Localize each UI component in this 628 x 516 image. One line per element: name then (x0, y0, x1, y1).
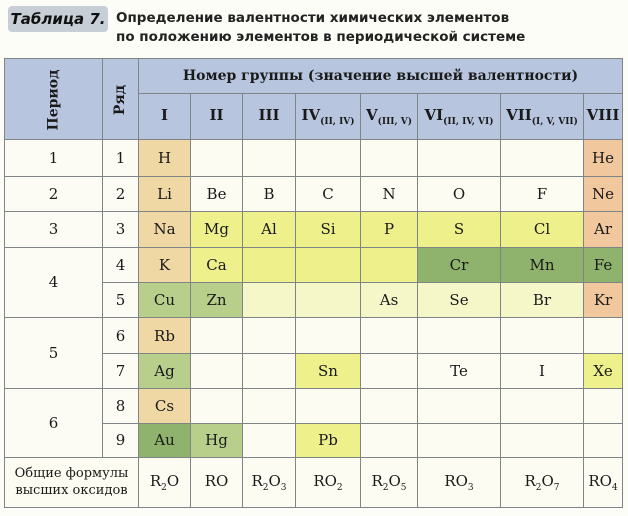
element-cell: Cl (501, 212, 584, 247)
group-header-8: VIII (584, 94, 623, 140)
element-cell (296, 282, 361, 317)
oxide-formula-3: $R_2O_3$ (243, 457, 296, 507)
row-cell: 2 (103, 176, 139, 211)
table-caption (4, 4, 624, 56)
element-cell (296, 318, 361, 353)
period-cell: 4 (5, 247, 103, 318)
valence-table (4, 58, 623, 508)
oxide-formula-6: $RO_3$ (418, 457, 501, 507)
element-cell (361, 318, 418, 353)
element-cell: Cu (139, 282, 191, 317)
element-cell (418, 389, 501, 423)
oxide-formula-8: $RO_4$ (584, 457, 623, 507)
element-cell (501, 423, 584, 457)
element-cell (191, 389, 243, 423)
element-cell: Rb (139, 318, 191, 353)
period-cell: 6 (5, 389, 103, 458)
group-header-2: II (191, 94, 243, 140)
element-cell (584, 423, 623, 457)
oxide-formula-5: $R_2O_5$ (361, 457, 418, 507)
element-cell: N (361, 176, 418, 211)
element-cell: As (361, 282, 418, 317)
table-number-tag: Таблица 7. (8, 6, 108, 32)
element-cell (191, 140, 243, 176)
element-cell: C (296, 176, 361, 211)
element-cell: Cs (139, 389, 191, 423)
oxide-formula-4: $RO_2$ (296, 457, 361, 507)
table-title-line-1: Определение валентности химических элементов (116, 10, 510, 26)
element-cell: Si (296, 212, 361, 247)
element-cell: Ca (191, 247, 243, 282)
element-cell: Hg (191, 423, 243, 457)
element-cell (296, 247, 361, 282)
element-cell: O (418, 176, 501, 211)
row-cell: 1 (103, 140, 139, 176)
element-cell: P (361, 212, 418, 247)
period-cell: 2 (5, 176, 103, 211)
table-title-line-2: по положению элементов в периодической системе (116, 29, 526, 45)
element-cell (243, 353, 296, 388)
element-cell: I (501, 353, 584, 388)
element-cell (361, 353, 418, 388)
group-header-6: $VI_{(II, IV, VI)}$ (418, 94, 501, 140)
element-cell (584, 389, 623, 423)
element-cell: Mg (191, 212, 243, 247)
element-cell (296, 389, 361, 423)
element-cell (361, 247, 418, 282)
element-cell: Kr (584, 282, 623, 317)
element-cell (243, 423, 296, 457)
oxide-formula-1: $R_2O$ (139, 457, 191, 507)
element-cell: Sn (296, 353, 361, 388)
element-cell: Zn (191, 282, 243, 317)
period-header: Период (5, 59, 103, 140)
element-cell: Pb (296, 423, 361, 457)
element-cell: Xe (584, 353, 623, 388)
element-cell (418, 140, 501, 176)
row-cell: 7 (103, 353, 139, 388)
row-cell: 8 (103, 389, 139, 423)
element-cell: Se (418, 282, 501, 317)
element-cell: Li (139, 176, 191, 211)
element-cell (243, 282, 296, 317)
row-cell: 9 (103, 423, 139, 457)
element-cell: Fe (584, 247, 623, 282)
group-header-7: $VII_{(I, V, VII)}$ (501, 94, 584, 140)
element-cell (361, 423, 418, 457)
oxide-formula-7: $R_2O_7$ (501, 457, 584, 507)
group-header-1: I (139, 94, 191, 140)
element-cell: Mn (501, 247, 584, 282)
element-cell: Br (501, 282, 584, 317)
element-cell: Be (191, 176, 243, 211)
period-cell: 5 (5, 318, 103, 389)
row-cell: 6 (103, 318, 139, 353)
element-cell: K (139, 247, 191, 282)
element-cell: Te (418, 353, 501, 388)
oxide-formulas-label: Общие формулы высших оксидов (5, 457, 139, 507)
element-cell (243, 389, 296, 423)
row-cell: 5 (103, 282, 139, 317)
element-cell (243, 247, 296, 282)
period-cell: 1 (5, 140, 103, 176)
element-cell: Au (139, 423, 191, 457)
oxide-formula-2: RO (191, 457, 243, 507)
element-cell: S (418, 212, 501, 247)
element-cell: Ag (139, 353, 191, 388)
element-cell: F (501, 176, 584, 211)
element-cell: Ne (584, 176, 623, 211)
element-cell (191, 318, 243, 353)
element-cell (296, 140, 361, 176)
element-cell (584, 318, 623, 353)
group-header-5: $V_{(III, V)}$ (361, 94, 418, 140)
group-header-title: Номер группы (значение высшей валентности) (139, 59, 623, 94)
element-cell (191, 353, 243, 388)
element-cell: Cr (418, 247, 501, 282)
element-cell: He (584, 140, 623, 176)
element-cell (418, 423, 501, 457)
element-cell (501, 140, 584, 176)
element-cell (418, 318, 501, 353)
element-cell (361, 140, 418, 176)
element-cell (243, 140, 296, 176)
row-cell: 3 (103, 212, 139, 247)
element-cell: B (243, 176, 296, 211)
element-cell: Na (139, 212, 191, 247)
element-cell (501, 318, 584, 353)
element-cell (243, 318, 296, 353)
group-header-3: III (243, 94, 296, 140)
element-cell (501, 389, 584, 423)
row-cell: 4 (103, 247, 139, 282)
element-cell (361, 389, 418, 423)
group-header-4: $IV_{(II, IV)}$ (296, 94, 361, 140)
period-cell: 3 (5, 212, 103, 247)
element-cell: H (139, 140, 191, 176)
element-cell: Ar (584, 212, 623, 247)
element-cell: Al (243, 212, 296, 247)
row-header: Ряд (103, 59, 139, 140)
